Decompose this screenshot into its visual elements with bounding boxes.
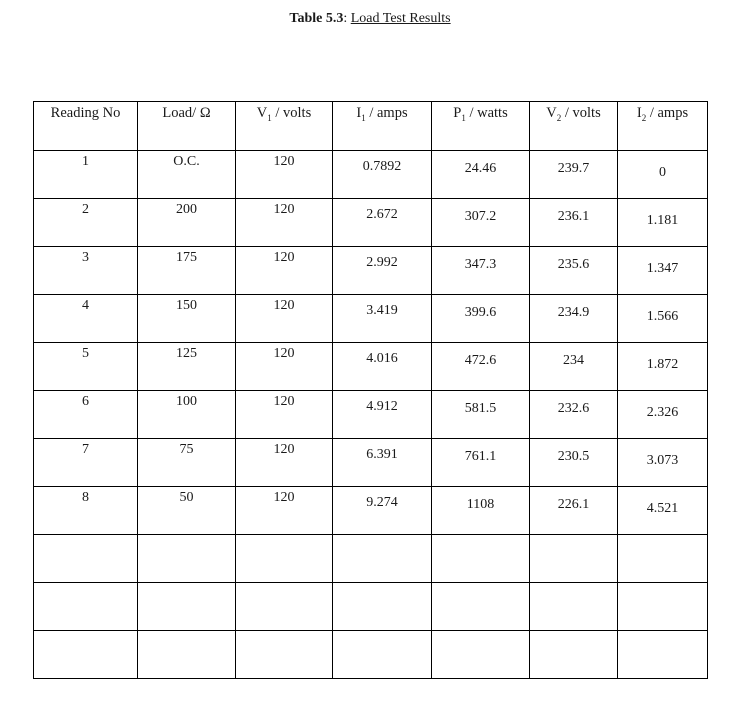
- header-main: P: [453, 105, 462, 121]
- cell-value: 2.992: [366, 255, 398, 270]
- table-number: Table 5.3: [289, 11, 344, 26]
- cell-value: [432, 583, 529, 593]
- column-header: [138, 102, 236, 151]
- table-cell: [530, 295, 618, 343]
- cell-value: 120: [273, 394, 295, 409]
- table-cell: [34, 535, 138, 583]
- table-cell: [236, 199, 333, 247]
- table-cell: [138, 295, 236, 343]
- cell-value: 235.6: [557, 257, 590, 272]
- column-header: [34, 102, 138, 151]
- cell-value: 120: [273, 202, 295, 217]
- table-cell: [34, 487, 138, 535]
- cell-value: 232.6: [557, 401, 590, 416]
- table-cell: [333, 295, 432, 343]
- table-cell: [236, 631, 333, 679]
- table-row: [34, 247, 708, 295]
- table-row: [34, 487, 708, 535]
- table-cell: [618, 487, 708, 535]
- cell-value: [530, 631, 617, 641]
- cell-value: [34, 535, 137, 538]
- table-cell: [618, 583, 708, 631]
- table-cell: [138, 247, 236, 295]
- table-cell: [530, 343, 618, 391]
- table-cell: [530, 535, 618, 583]
- cell-value: 399.6: [464, 305, 497, 320]
- cell-value: 150: [176, 298, 197, 313]
- cell-value: 175: [176, 250, 197, 265]
- cell-value: 1.872: [646, 357, 679, 372]
- load-test-results-table: [33, 101, 708, 679]
- table-cell: [618, 199, 708, 247]
- cell-value: 307.2: [464, 209, 497, 224]
- table-cell: [530, 631, 618, 679]
- cell-value: 581.5: [464, 401, 497, 416]
- column-header: [236, 102, 333, 151]
- table-cell: [530, 151, 618, 199]
- table-cell: [333, 391, 432, 439]
- cell-value: 2: [82, 202, 89, 217]
- header-main: I: [356, 105, 362, 121]
- table-cell: [34, 343, 138, 391]
- table-cell: [432, 247, 530, 295]
- header-main: I: [636, 105, 642, 121]
- table-cell: [432, 439, 530, 487]
- cell-value: [432, 535, 529, 545]
- table-row: [34, 295, 708, 343]
- table-row: [34, 631, 708, 679]
- table-cell: [432, 151, 530, 199]
- header-row: [34, 102, 708, 151]
- table-cell: [34, 631, 138, 679]
- table-row: [34, 583, 708, 631]
- cell-value: 8: [82, 490, 89, 505]
- table-cell: [432, 631, 530, 679]
- cell-value: 234.9: [557, 305, 590, 320]
- cell-value: 2.672: [366, 207, 398, 222]
- cell-value: 6.391: [366, 447, 398, 462]
- table-cell: [236, 391, 333, 439]
- cell-value: [34, 583, 137, 586]
- cell-value: 5: [82, 346, 89, 361]
- table-cell: [138, 199, 236, 247]
- cell-value: 3.419: [366, 303, 398, 318]
- cell-value: 230.5: [557, 449, 590, 464]
- header-subscript: 1: [361, 112, 366, 123]
- header-main: V: [256, 105, 268, 121]
- table-cell: [333, 583, 432, 631]
- table-cell: [34, 247, 138, 295]
- cell-value: 120: [273, 490, 295, 505]
- cell-value: [618, 535, 707, 549]
- column-header: [333, 102, 432, 151]
- cell-value: 120: [273, 154, 295, 169]
- table-cell: [236, 295, 333, 343]
- cell-value: 120: [273, 298, 295, 313]
- cell-value: 3: [82, 250, 89, 265]
- table-cell: [618, 439, 708, 487]
- cell-value: 120: [273, 346, 295, 361]
- header-unit: / amps: [646, 105, 689, 121]
- table-cell: [236, 583, 333, 631]
- cell-value: 472.6: [464, 353, 497, 368]
- cell-value: 226.1: [557, 497, 590, 512]
- table-cell: [34, 295, 138, 343]
- cell-value: 200: [176, 202, 197, 217]
- cell-value: 6: [82, 394, 89, 409]
- table-cell: [34, 199, 138, 247]
- table-cell: [34, 439, 138, 487]
- table-cell: [530, 391, 618, 439]
- cell-value: 236.1: [557, 209, 590, 224]
- table-cell: [138, 151, 236, 199]
- table-cell: [618, 295, 708, 343]
- table-cell: [618, 391, 708, 439]
- cell-value: [34, 631, 137, 634]
- table-body: [34, 151, 708, 679]
- cell-value: [333, 583, 431, 591]
- cell-value: 347.3: [464, 257, 497, 272]
- cell-value: [333, 535, 431, 543]
- cell-value: 1.347: [646, 261, 679, 276]
- header-subscript: 2: [556, 112, 562, 123]
- table-cell: [530, 247, 618, 295]
- table-cell: [333, 247, 432, 295]
- table-cell: [432, 535, 530, 583]
- header-unit: / amps: [365, 105, 408, 121]
- table-row: [34, 199, 708, 247]
- cell-value: 7: [82, 442, 89, 457]
- header-main: Load/ Ω: [162, 105, 211, 121]
- cell-value: 100: [176, 394, 197, 409]
- header-unit: / volts: [561, 105, 601, 121]
- cell-value: 234: [563, 353, 584, 368]
- cell-value: 3.073: [646, 453, 679, 468]
- cell-value: [138, 583, 235, 586]
- table-cell: [333, 487, 432, 535]
- cell-value: 0: [659, 165, 666, 180]
- table-cell: [618, 343, 708, 391]
- cell-value: 761.1: [464, 449, 497, 464]
- header-main: Reading No: [50, 105, 121, 121]
- table-cell: [333, 535, 432, 583]
- table-cell: [236, 535, 333, 583]
- table-cell: [432, 487, 530, 535]
- cell-value: [432, 631, 529, 641]
- cell-value: 239.7: [557, 161, 590, 176]
- cell-value: [530, 535, 617, 545]
- table-cell: [333, 343, 432, 391]
- cell-value: 125: [176, 346, 197, 361]
- table-cell: [333, 439, 432, 487]
- table-cell: [138, 439, 236, 487]
- cell-value: 50: [179, 490, 194, 505]
- table-title: Load Test Results: [350, 11, 451, 26]
- cell-value: [138, 535, 235, 538]
- cell-value: [530, 583, 617, 593]
- table-cell: [138, 487, 236, 535]
- header-unit: / volts: [271, 105, 312, 121]
- table-cell: [333, 631, 432, 679]
- table-cell: [530, 487, 618, 535]
- cell-value: 1.181: [646, 213, 679, 228]
- table-cell: [530, 583, 618, 631]
- header-subscript: 1: [267, 112, 272, 123]
- cell-value: [236, 535, 332, 538]
- cell-value: 4: [82, 298, 89, 313]
- cell-value: 120: [273, 442, 295, 457]
- column-header: [432, 102, 530, 151]
- table-cell: [34, 151, 138, 199]
- table-cell: [530, 199, 618, 247]
- table-cell: [530, 439, 618, 487]
- table-cell: [138, 583, 236, 631]
- cell-value: [333, 631, 431, 639]
- table-row: [34, 151, 708, 199]
- table-cell: [432, 295, 530, 343]
- cell-value: 24.46: [464, 161, 497, 176]
- cell-value: 0.7892: [362, 159, 402, 174]
- cell-value: O.C.: [173, 154, 200, 169]
- table-cell: [432, 583, 530, 631]
- table-cell: [432, 391, 530, 439]
- table-cell: [333, 199, 432, 247]
- table-caption: [0, 10, 740, 28]
- table-row: [34, 535, 708, 583]
- cell-value: [236, 583, 332, 586]
- cell-value: 4.912: [366, 399, 398, 414]
- table-cell: [138, 391, 236, 439]
- cell-value: 4.521: [646, 501, 679, 516]
- cell-value: 2.326: [646, 405, 679, 420]
- header-subscript: 2: [641, 112, 647, 123]
- cell-value: 9.274: [366, 495, 398, 510]
- table-cell: [138, 631, 236, 679]
- table-cell: [236, 487, 333, 535]
- table-cell: [236, 247, 333, 295]
- cell-value: 1108: [466, 497, 495, 512]
- table-cell: [618, 535, 708, 583]
- cell-value: [138, 631, 235, 634]
- caption-separator: :: [343, 11, 351, 26]
- header-unit: / watts: [465, 105, 508, 121]
- table-cell: [618, 247, 708, 295]
- table-cell: [34, 583, 138, 631]
- table-cell: [236, 439, 333, 487]
- cell-value: 75: [179, 442, 194, 457]
- table-cell: [138, 343, 236, 391]
- column-header: [618, 102, 708, 151]
- table-cell: [34, 391, 138, 439]
- header-main: V: [546, 105, 557, 121]
- table-row: [34, 439, 708, 487]
- table-cell: [618, 151, 708, 199]
- table-row: [34, 343, 708, 391]
- cell-value: 4.016: [366, 351, 398, 366]
- cell-value: 1.566: [646, 309, 679, 324]
- table-cell: [138, 535, 236, 583]
- cell-value: 120: [273, 250, 295, 265]
- table-cell: [432, 343, 530, 391]
- cell-value: [618, 631, 707, 645]
- header-subscript: 1: [461, 112, 466, 123]
- table-cell: [236, 151, 333, 199]
- column-header: [530, 102, 618, 151]
- cell-value: [236, 631, 332, 634]
- cell-value: 1: [82, 154, 89, 169]
- cell-value: [618, 583, 707, 597]
- table-cell: [432, 199, 530, 247]
- table-cell: [618, 631, 708, 679]
- table-cell: [236, 343, 333, 391]
- table-row: [34, 391, 708, 439]
- table-cell: [333, 151, 432, 199]
